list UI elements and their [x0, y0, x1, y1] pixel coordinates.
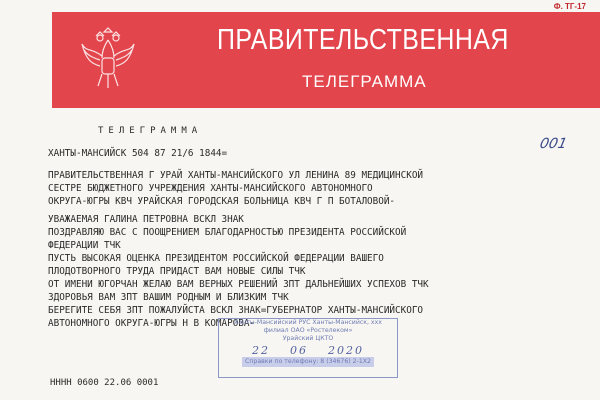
stamp-line: Ханты-Мансийский РУС Ханты-Мансийск, ххх [234, 319, 382, 326]
dispatch-line: ХАНТЫ-МАНСИЙСК 504 87 21/6 1844= [48, 148, 228, 159]
stamp-phone: Справки по телефону: 8 (34676) 2-1X2 [242, 357, 374, 367]
address-line: ПРАВИТЕЛЬСТВЕННАЯ Г УРАЙ ХАНТЫ-МАНСИЙСКОГО УЛ ЛЕНИНА 89 МЕДИЦИНСКОЙ [48, 170, 424, 181]
stamp-day: 22 [252, 344, 270, 357]
footer-code: НННН 0600 22.06 0001 [50, 378, 159, 388]
message-line: АВТОНОМНОГО ОКРУГА-ЮГРЫ Н В КОМАРОВА- [48, 318, 256, 329]
message-line: ПОЗДРАВЛЯЮ ВАС С ПООЩРЕНИЕМ БЛАГОДАРНОСТЬЮ ПРЕЗИДЕНТА РОССИЙСКОЙ [48, 227, 407, 238]
banner-title: ПРАВИТЕЛЬСТВЕННАЯ [217, 24, 509, 56]
address-line: ОКРУГА-ЮГРЫ КВЧ УРАЙСКАЯ ГОРОДСКАЯ БОЛЬНИЦА КВЧ Г П БОТАЛОВОЙ- [48, 196, 396, 207]
russian-coat-of-arms-icon [78, 26, 138, 98]
message-line: ФЕДЕРАЦИИ ТЧК [48, 240, 121, 251]
message-line: ЗДОРОВЬЯ ВАМ ЗПТ ВАШИМ РОДНЫМ И БЛИЗКИМ ТЧК [48, 292, 289, 303]
telegram-header-word: ТЕЛЕГРАММА [98, 126, 203, 136]
form-code: Ф. ТГ-17 [553, 2, 586, 11]
message-line: ПУСТЬ ВЫСОКАЯ ОЦЕНКА ПРЕЗИДЕНТОМ РОССИЙСКОЙ ФЕДЕРАЦИИ ВАШЕГО [48, 253, 384, 264]
message-line: ОТ ИМЕНИ ЮГОРЧАН ЖЕЛАЮ ВАМ ВЕРНЫХ РЕШЕНИЙ ЗПТ ДАЛЬНЕЙШИХ УСПЕХОВ ТЧК [48, 279, 429, 290]
stamp-month: 06 [290, 344, 308, 357]
message-line: УВАЖАЕМАЯ ГАЛИНА ПЕТРОВНА ВСКЛ ЗНАК [48, 214, 244, 225]
stamp-year: 2020 [328, 344, 364, 357]
stamp-line: филиал ОАО «Ростелеком» [263, 327, 353, 334]
address-line: СЕСТРЕ БЮДЖЕТНОГО УЧРЕЖДЕНИЯ ХАНТЫ-МАНСИЙСКОГО АВТОНОМНОГО [48, 183, 373, 194]
stamp-line: Урайский ЦКТО [282, 335, 334, 342]
banner-subtitle: ТЕЛЕГРАММА [302, 72, 427, 91]
handwritten-ref-number: 001 [538, 136, 569, 152]
stamp-date [219, 344, 397, 357]
message-line: ПЛОДОТВОРНОГО ТРУДА ПРИДАСТ ВАМ НОВЫЕ СИЛЫ ТЧК [48, 266, 306, 277]
message-line: БЕРЕГИТЕ СЕБЯ ЗПТ ПОЖАЛУЙСТА ВСКЛ ЗНАК=ГУБЕРНАТОР ХАНТЫ-МАНСИЙСКОГО [48, 305, 424, 316]
post-office-stamp [218, 318, 398, 378]
